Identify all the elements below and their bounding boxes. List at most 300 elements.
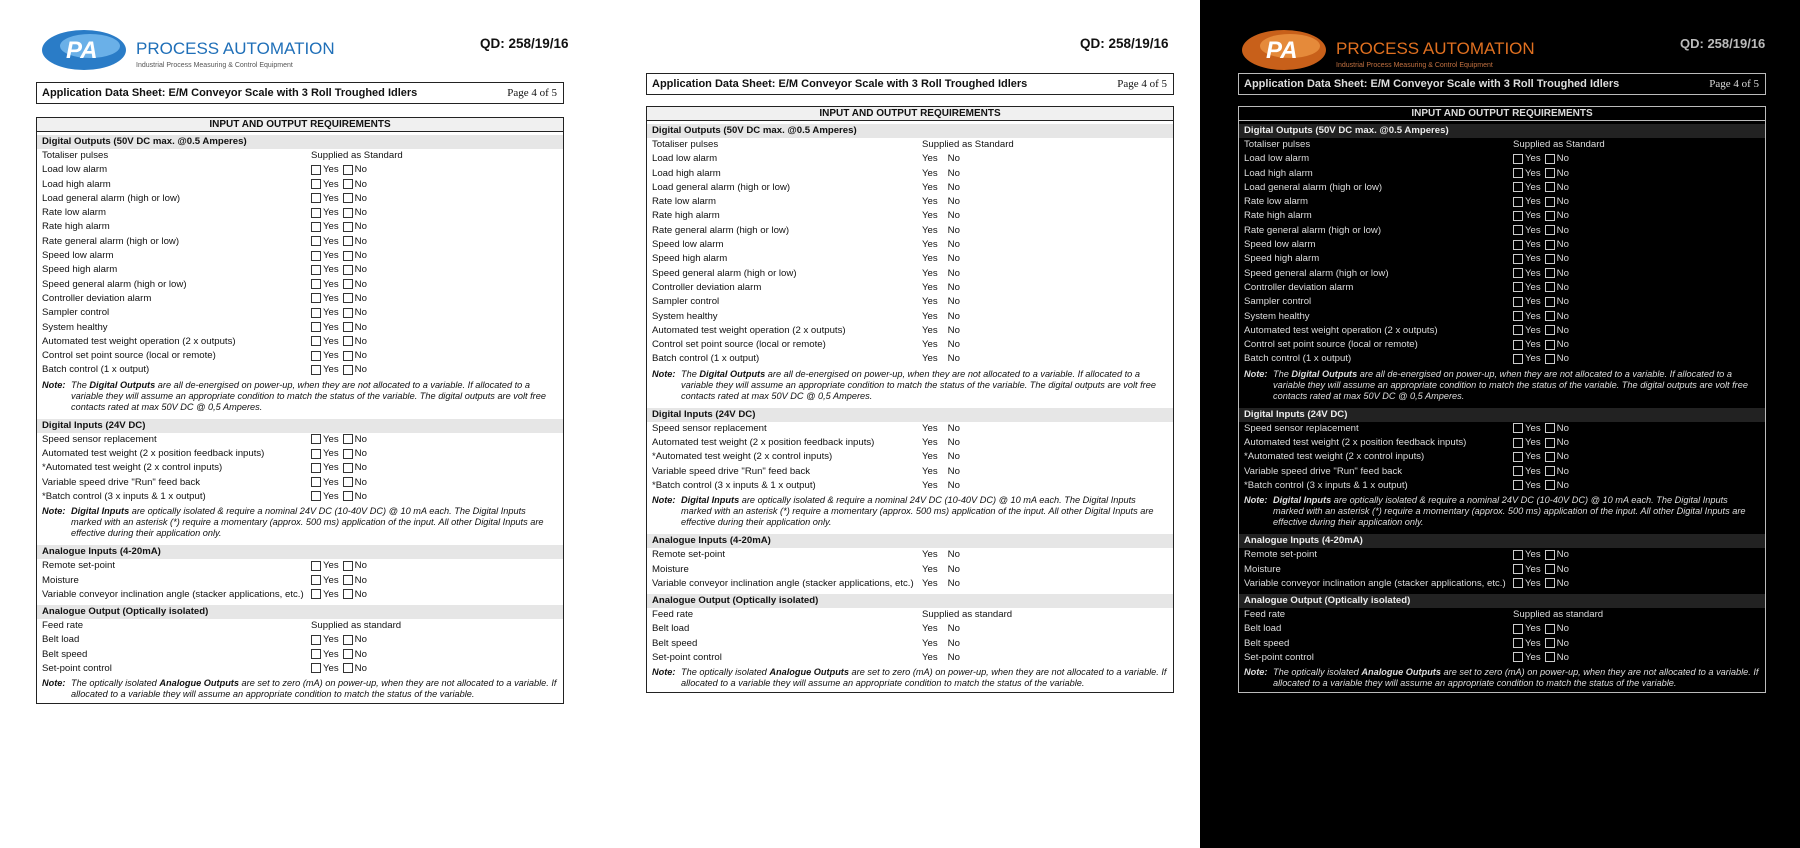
yes-no-options [922,167,960,181]
yes-label: Yes [922,451,938,463]
section-heading: Analogue Inputs (4-20mA) [37,545,563,559]
yes-option[interactable] [1513,622,1541,636]
no-checkbox[interactable] [343,222,353,232]
yes-option[interactable] [311,461,339,475]
no-option[interactable] [1545,181,1569,195]
no-option[interactable] [1545,152,1569,166]
no-checkbox[interactable] [1545,282,1555,292]
yes-checkbox[interactable] [1513,211,1523,221]
table-row [37,490,563,504]
no-option[interactable] [1545,310,1569,324]
no-checkbox[interactable] [343,663,353,673]
yes-option[interactable] [311,349,339,363]
yes-checkbox[interactable] [311,561,321,571]
table-row [37,163,563,177]
yes-option[interactable] [311,574,339,588]
yes-option[interactable] [1513,450,1541,464]
no-option[interactable] [343,335,367,349]
yes-checkbox[interactable] [1513,438,1523,448]
no-option[interactable] [1545,637,1569,651]
yes-option[interactable] [1513,181,1541,195]
no-checkbox[interactable] [343,365,353,375]
no-checkbox[interactable] [343,449,353,459]
yes-option [922,209,944,223]
yes-no-options [311,178,367,192]
row-label: Automated test weight operation (2 x outputs) [42,335,236,347]
no-checkbox[interactable] [1545,550,1555,560]
yes-checkbox[interactable] [1513,466,1523,476]
no-label: No [1556,652,1569,664]
no-checkbox[interactable] [343,477,353,487]
no-checkbox[interactable] [343,649,353,659]
yes-option[interactable] [311,490,339,504]
no-label: No [354,574,367,586]
no-option[interactable] [1545,352,1569,366]
no-checkbox[interactable] [343,193,353,203]
no-option[interactable] [1545,622,1569,636]
yes-checkbox[interactable] [1513,325,1523,335]
yes-no-options [311,461,367,475]
table-row [1239,224,1765,238]
no-option[interactable] [1545,324,1569,338]
yes-checkbox[interactable] [1513,480,1523,490]
no-label: No [354,634,367,646]
no-checkbox[interactable] [1545,168,1555,178]
no-checkbox[interactable] [343,279,353,289]
no-checkbox[interactable] [343,208,353,218]
yes-no-options [922,465,960,479]
yes-checkbox[interactable] [311,265,321,275]
yes-option[interactable] [311,363,339,377]
no-option[interactable] [1545,422,1569,436]
yes-option[interactable] [311,163,339,177]
yes-option[interactable] [311,306,339,320]
no-checkbox[interactable] [1545,340,1555,350]
yes-option[interactable] [1513,281,1541,295]
table-row [1239,436,1765,450]
no-option[interactable] [1545,465,1569,479]
yes-checkbox[interactable] [1513,340,1523,350]
yes-checkbox[interactable] [1513,452,1523,462]
yes-label: Yes [922,479,938,491]
yes-option [922,637,944,651]
yes-checkbox[interactable] [1513,550,1523,560]
yes-checkbox[interactable] [1513,268,1523,278]
no-label: No [354,278,367,290]
no-option[interactable] [1545,281,1569,295]
no-checkbox[interactable] [343,251,353,261]
yes-option[interactable] [1513,224,1541,238]
no-option[interactable] [343,559,367,573]
no-checkbox[interactable] [343,336,353,346]
yes-no-options [1513,238,1569,252]
no-option[interactable] [1545,338,1569,352]
yes-no-options [311,263,367,277]
yes-label: Yes [922,210,938,222]
yes-option[interactable] [311,206,339,220]
overlay-panel [1200,0,1800,848]
yes-checkbox[interactable] [1513,624,1523,634]
note-label: Note: [42,678,66,689]
yes-option[interactable] [311,633,339,647]
section-heading: Digital Inputs (24V DC) [37,419,563,433]
note-label: Note: [652,495,676,506]
yes-checkbox[interactable] [1513,578,1523,588]
no-option[interactable] [1545,238,1569,252]
yes-option [922,310,944,324]
no-checkbox[interactable] [1545,624,1555,634]
no-option[interactable] [343,349,367,363]
no-checkbox[interactable] [343,322,353,332]
no-checkbox[interactable] [343,351,353,361]
yes-no-options [311,476,367,490]
yes-label: Yes [323,178,339,190]
table-row [647,608,1173,622]
no-option[interactable] [343,633,367,647]
yes-option[interactable] [1513,152,1541,166]
no-option[interactable] [1545,167,1569,181]
no-option[interactable] [343,263,367,277]
yes-checkbox[interactable] [1513,240,1523,250]
no-checkbox[interactable] [1545,438,1555,448]
no-option[interactable] [1545,224,1569,238]
row-label: Control set point source (local or remote) [1244,339,1418,351]
yes-no-options [922,548,960,562]
no-checkbox[interactable] [1545,325,1555,335]
yes-option[interactable] [1513,252,1541,266]
yes-option[interactable] [1513,479,1541,493]
yes-option[interactable] [1513,295,1541,309]
yes-option[interactable] [1513,238,1541,252]
no-label: No [1556,479,1569,491]
yes-option[interactable] [1513,352,1541,366]
yes-checkbox[interactable] [1513,638,1523,648]
no-option[interactable] [1545,577,1569,591]
no-option[interactable] [1545,563,1569,577]
yes-option[interactable] [311,220,339,234]
table-row [37,461,563,475]
yes-label: Yes [323,648,339,660]
no-option[interactable] [343,321,367,335]
table-row [1239,450,1765,464]
yes-checkbox[interactable] [311,491,321,501]
yes-option[interactable] [1513,436,1541,450]
no-label: No [1556,465,1569,477]
no-checkbox[interactable] [1545,297,1555,307]
table-row [37,192,563,206]
no-checkbox[interactable] [1545,311,1555,321]
no-option[interactable] [1545,436,1569,450]
yes-option[interactable] [311,278,339,292]
yes-checkbox[interactable] [1513,423,1523,433]
yes-option[interactable] [1513,465,1541,479]
yes-label: Yes [323,307,339,319]
no-checkbox[interactable] [1545,638,1555,648]
yes-no-options [311,192,367,206]
no-label: No [1556,353,1569,365]
row-label: Totaliser pulses [652,139,719,150]
no-checkbox[interactable] [343,589,353,599]
yes-checkbox[interactable] [311,649,321,659]
yes-checkbox[interactable] [311,434,321,444]
no-checkbox[interactable] [343,635,353,645]
row-label: Variable conveyor inclination angle (stacker applications, etc.) [652,577,914,589]
yes-checkbox[interactable] [311,336,321,346]
no-checkbox[interactable] [343,491,353,501]
yes-no-options [922,209,960,223]
no-option[interactable] [343,476,367,490]
yes-checkbox[interactable] [311,477,321,487]
yes-option[interactable] [311,192,339,206]
yes-option[interactable] [311,447,339,461]
yes-option[interactable] [311,559,339,573]
no-option[interactable] [1545,295,1569,309]
yes-option[interactable] [1513,422,1541,436]
table-row [37,476,563,490]
note-text: Analogue Outputs [769,667,849,678]
no-option[interactable] [1545,252,1569,266]
yes-checkbox[interactable] [1513,182,1523,192]
yes-option[interactable] [311,292,339,306]
table-row [37,335,563,349]
svg-text:PROCESS AUTOMATION: PROCESS AUTOMATION [1336,39,1535,58]
no-option[interactable] [343,178,367,192]
row-label: Variable speed drive "Run" feed back [1244,465,1403,477]
yes-no-options [311,220,367,234]
yes-option[interactable] [1513,267,1541,281]
yes-label: Yes [1525,196,1541,208]
no-option[interactable] [343,363,367,377]
table-row [1239,548,1765,562]
yes-checkbox[interactable] [311,308,321,318]
table-row [37,662,563,676]
yes-checkbox[interactable] [1513,311,1523,321]
yes-option[interactable] [311,263,339,277]
no-checkbox[interactable] [343,434,353,444]
yes-checkbox[interactable] [311,293,321,303]
yes-checkbox[interactable] [311,236,321,246]
yes-checkbox[interactable] [311,589,321,599]
table-row [647,224,1173,238]
yes-no-options [1513,450,1569,464]
yes-option[interactable] [311,335,339,349]
no-option[interactable] [1545,548,1569,562]
yes-checkbox[interactable] [311,575,321,585]
yes-option[interactable] [311,433,339,447]
no-option[interactable] [343,192,367,206]
table-row [647,422,1173,436]
no-checkbox[interactable] [343,575,353,585]
yes-option[interactable] [1513,167,1541,181]
yes-option[interactable] [1513,563,1541,577]
no-option[interactable] [1545,479,1569,493]
no-option[interactable] [343,433,367,447]
no-option[interactable] [343,490,367,504]
no-checkbox[interactable] [343,463,353,473]
no-checkbox[interactable] [1545,268,1555,278]
yes-option[interactable] [311,588,339,602]
no-checkbox[interactable] [1545,254,1555,264]
sheet-title: Application Data Sheet: E/M Conveyor Scale with 3 Roll Troughed Idlers [42,87,418,99]
yes-checkbox[interactable] [311,279,321,289]
yes-no-options [1513,195,1569,209]
note-text: are all de-energised on power-up, when they are not allocated to a variable. If allocated to a variable they will assume an appropriate condition to match the status of the variable. The digital outputs are volt free contacts rated at max 50V DC @ 0,5 Amperes. [1273,368,1748,401]
yes-checkbox[interactable] [1513,652,1523,662]
yes-label: Yes [323,250,339,262]
no-checkbox[interactable] [1545,452,1555,462]
yes-no-options [311,321,367,335]
row-label: Control set point source (local or remote) [652,339,826,351]
no-option[interactable] [1545,209,1569,223]
no-checkbox[interactable] [343,179,353,189]
yes-checkbox[interactable] [1513,564,1523,574]
yes-option [922,548,944,562]
yes-checkbox[interactable] [1513,297,1523,307]
no-option[interactable] [343,461,367,475]
yes-no-options [922,267,960,281]
yes-checkbox[interactable] [1513,168,1523,178]
yes-checkbox[interactable] [311,179,321,189]
yes-option[interactable] [1513,577,1541,591]
yes-label: Yes [323,278,339,290]
yes-option[interactable] [311,178,339,192]
no-option[interactable] [343,574,367,588]
table-row [647,465,1173,479]
yes-checkbox[interactable] [1513,354,1523,364]
table-row [1239,324,1765,338]
yes-checkbox[interactable] [311,165,321,175]
no-checkbox[interactable] [1545,225,1555,235]
page-number: Page 4 of 5 [507,87,557,99]
table-row [1239,252,1765,266]
yes-option[interactable] [311,648,339,662]
yes-checkbox[interactable] [311,635,321,645]
no-option[interactable] [343,306,367,320]
no-option[interactable] [343,220,367,234]
yes-label: Yes [1525,239,1541,251]
yes-option[interactable] [1513,637,1541,651]
note-label: Note: [1244,667,1268,678]
yes-checkbox[interactable] [1513,225,1523,235]
yes-checkbox[interactable] [1513,154,1523,164]
yes-option[interactable] [1513,195,1541,209]
yes-checkbox[interactable] [1513,197,1523,207]
no-checkbox[interactable] [1545,652,1555,662]
yes-checkbox[interactable] [311,351,321,361]
no-checkbox[interactable] [1545,423,1555,433]
no-option[interactable] [1545,450,1569,464]
no-option[interactable] [343,206,367,220]
no-option[interactable] [343,662,367,676]
yes-checkbox[interactable] [311,193,321,203]
no-checkbox[interactable] [1545,197,1555,207]
table-row [647,338,1173,352]
yes-no-options [311,633,367,647]
yes-option[interactable] [1513,310,1541,324]
no-option[interactable] [343,292,367,306]
no-checkbox[interactable] [1545,182,1555,192]
row-label: Speed sensor replacement [42,433,157,445]
yes-checkbox[interactable] [311,251,321,261]
no-option [948,577,960,591]
no-option[interactable] [1545,651,1569,665]
row-label: Load low alarm [42,164,108,176]
yes-no-options [311,433,367,447]
yes-checkbox[interactable] [311,463,321,473]
no-option[interactable] [343,648,367,662]
yes-option[interactable] [311,662,339,676]
no-checkbox[interactable] [343,308,353,318]
yes-checkbox[interactable] [1513,254,1523,264]
no-checkbox[interactable] [1545,480,1555,490]
row-label: Belt speed [42,648,88,660]
no-checkbox[interactable] [343,561,353,571]
yes-checkbox[interactable] [1513,282,1523,292]
no-option[interactable] [343,235,367,249]
yes-option[interactable] [1513,324,1541,338]
no-checkbox[interactable] [343,165,353,175]
no-option[interactable] [1545,195,1569,209]
note-text: Digital Inputs [1273,495,1332,506]
no-checkbox[interactable] [1545,354,1555,364]
no-checkbox[interactable] [1545,564,1555,574]
yes-option[interactable] [311,235,339,249]
no-checkbox[interactable] [1545,211,1555,221]
no-checkbox[interactable] [343,265,353,275]
no-option[interactable] [343,249,367,263]
yes-option[interactable] [1513,548,1541,562]
yes-no-options [1513,465,1569,479]
no-option[interactable] [343,447,367,461]
no-checkbox[interactable] [1545,240,1555,250]
yes-no-options [311,490,367,504]
yes-checkbox[interactable] [311,322,321,332]
no-checkbox[interactable] [343,293,353,303]
io-requirements-table [1238,106,1766,693]
no-checkbox[interactable] [1545,466,1555,476]
yes-checkbox[interactable] [311,208,321,218]
yes-checkbox[interactable] [311,449,321,459]
table-row [647,577,1173,591]
yes-checkbox[interactable] [311,222,321,232]
yes-option[interactable] [311,249,339,263]
no-option[interactable] [343,278,367,292]
no-option[interactable] [343,588,367,602]
yes-option[interactable] [311,321,339,335]
no-label: No [354,648,367,660]
no-option[interactable] [1545,267,1569,281]
no-label: No [947,167,960,179]
section-note [37,378,563,416]
no-option[interactable] [343,163,367,177]
row-label: Feed rate [652,609,694,621]
row-label: Rate low alarm [42,207,106,219]
row-value: Supplied as standard [922,609,1013,621]
yes-option[interactable] [1513,338,1541,352]
no-checkbox[interactable] [1545,578,1555,588]
yes-no-options [922,436,960,450]
yes-option[interactable] [1513,209,1541,223]
no-checkbox[interactable] [343,236,353,246]
yes-no-options [922,195,960,209]
no-checkbox[interactable] [1545,154,1555,164]
table-row [37,619,563,633]
yes-label: Yes [922,437,938,449]
yes-option[interactable] [1513,651,1541,665]
yes-checkbox[interactable] [311,663,321,673]
yes-option[interactable] [311,476,339,490]
yes-checkbox[interactable] [311,365,321,375]
